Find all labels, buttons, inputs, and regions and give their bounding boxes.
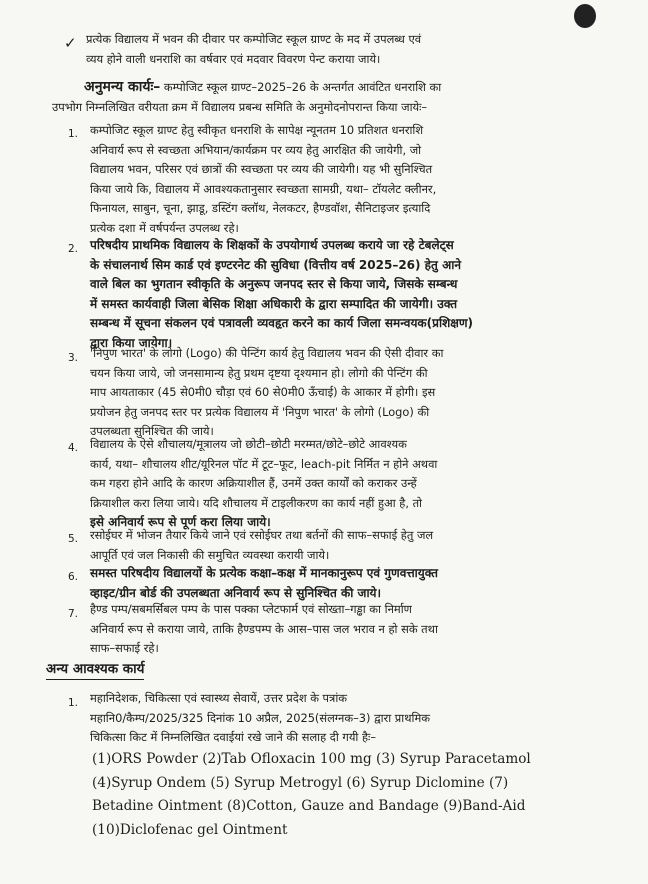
medicine-line: (4)Syrup Ondem (5) Syrup Metrogyl (6) Syrup Diclomine (7) xyxy=(92,774,509,791)
list-item-6 xyxy=(90,564,580,603)
item-line: अनिवार्य रूप से कराया जाये, ताकि हैण्डपम्प के आस–पास जल भराव न हो सके तथा xyxy=(90,621,438,636)
item-line: हैण्ड पम्प/सबमर्सिबल पम्प के पास पक्का प्लेटफार्म एवं सोख्ता–गड्ढा का निर्माण xyxy=(90,602,412,616)
item-line: विद्यालय के ऐसे शौचालय/मूत्रालय जो छोटी–छोटी मरम्मत/छोटे–छोटे आवश्यक xyxy=(90,437,407,451)
item-line: द्वारा किया जायेगा। xyxy=(90,335,173,350)
item-line: फिनायल, साबुन, चूना, झाडू, डस्टिंग क्लॉथ, नेलकटर, हैण्डवॉश, सैनिटाइजर इत्यादि xyxy=(90,201,431,216)
item-line: कार्य, यथा– शौचालय शीट/यूरिनल पॉट में टूट–फूट, leach-pit निर्मित न होने अथवा xyxy=(90,456,438,471)
list-item-3 xyxy=(90,344,580,442)
item-line: में समस्त कार्यवाही जिला बेसिक शिक्षा अधिकारी के द्वारा सम्पादित की जायेगी। उक्त xyxy=(90,296,458,311)
check-mark-icon: ✓ xyxy=(64,34,77,52)
list-item-7 xyxy=(90,600,580,659)
item-line: आपूर्ति एवं जल निकासी की समुचित व्यवस्था करायी जाये। xyxy=(90,547,330,562)
item-number: 1. xyxy=(68,697,79,709)
item-line: माप आयताकार (45 से0मी0 चौड़ा एवं 60 से0मी0 ऊँचाई) के आकार में होगी। इस xyxy=(90,385,436,400)
intro-line: प्रत्येक विद्यालय में भवन की दीवार पर कम्पोजिट स्कूल ग्राण्ट के मद में उपलब्ध एवं xyxy=(86,32,422,46)
item-line: रसोईघर में भोजन तैयार किये जाने एवं रसोईघर तथा बर्तनों की साफ–सफाई हेतु जल xyxy=(90,528,434,542)
other-item-1 xyxy=(90,689,580,748)
item-number: 6. xyxy=(68,571,79,583)
intro-paragraph xyxy=(86,30,576,69)
item-line: कम गहरा होने आदि के कारण अक्रियाशील हैं, उनमें उक्त कार्यों को कराकर उन्हें xyxy=(90,476,417,491)
medicine-line: Betadine Ointment (8)Cotton, Gauze and Bandage (9)Band-Aid xyxy=(92,798,526,814)
item-number: 3. xyxy=(68,352,79,364)
item-line: महानि0/कैम्प/2025/325 दिनांक 10 अप्रैल, 2025(संलग्नक–3) द्वारा प्राथमिक xyxy=(90,710,431,725)
item-line: 'निपुण भारत' के लोगो (Logo) की पेन्टिंग कार्य हेतु विद्यालय भवन की ऐसी दीवार का xyxy=(90,346,444,360)
item-line: विद्यालय भवन, परिसर एवं छात्रों की स्वच्छता पर व्यय की जायेगी। यह भी सुनिश्चित xyxy=(90,162,433,177)
item-line: परिषदीय प्राथमिक विद्यालय के शिक्षकों के उपयोगार्थ उपलब्ध कराये जा रहे टेबलेट्स xyxy=(90,238,454,252)
anumanya-title: अनुमन्य कार्यः– xyxy=(84,79,161,95)
anumanya-continuation: उपभोग निम्नलिखित वरीयता क्रम में विद्यालय प्रबन्ध समिति के अनुमोदनोपरान्त किया जायेः– xyxy=(52,100,428,114)
item-line: प्रयोजन हेतु जनपद स्तर पर प्रत्येक विद्यालय में 'निपुण भारत' के लोगो (Logo) की xyxy=(90,404,430,419)
item-line: वाले बिल का भुगतान स्वीकृति के अनुरूप जनपद स्तर से किया जाये, जिसके सम्बन्ध xyxy=(90,277,458,292)
anumanya-heading-line xyxy=(84,78,584,98)
item-line: उपलब्धता सुनिश्चित की जाये। xyxy=(90,424,214,439)
item-line: कम्पोजिट स्कूल ग्राण्ट हेतु स्वीकृत धनराशि के सापेक्ष न्यूनतम 10 प्रतिशत धनराशि xyxy=(90,123,424,137)
item-line: चिकित्सा किट में निम्नलिखित दवाईयां रखे जाने की सलाह दी गयी हैः– xyxy=(90,730,377,745)
other-section-heading: अन्य आवश्यक कार्य xyxy=(46,660,144,680)
intro-line: व्यय होने वाली धनराशि का वर्षवार एवं मदवार विवरण पेन्ट कराया जाये। xyxy=(86,51,381,66)
item-line: प्रत्येक दशा में वर्षपर्यन्त उपलब्ध रहे। xyxy=(90,220,239,235)
medicine-line: (1)ORS Powder (2)Tab Ofloxacin 100 mg (3) Syrup Paracetamol xyxy=(92,751,531,767)
item-line: सम्बन्ध में सूचना संकलन एवं पत्रावली व्यवहृत करने का कार्य जिला समन्वयक(प्रशिक्षण) xyxy=(90,316,473,331)
list-item-2 xyxy=(90,236,580,354)
item-line: क्रियाशील करा लिया जाये। यदि शौचालय में टाइलीकरण का कार्य नहीं हुआ है, तो xyxy=(90,495,423,510)
item-line: समस्त परिषदीय विद्यालयों के प्रत्येक कक्षा–कक्ष में मानकानुरूप एवं गुणवत्तायुक्त xyxy=(90,566,438,580)
item-line: किया जाये कि, विद्यालय में आवश्यकतानुसार स्वच्छता सामग्री, यथा– टॉयलेट क्लीनर, xyxy=(90,181,437,196)
list-item-4 xyxy=(90,435,580,533)
item-number: 1. xyxy=(68,128,79,140)
item-number: 4. xyxy=(68,442,79,454)
medicine-list xyxy=(92,748,582,842)
medicine-line: (10)Diclofenac gel Ointment xyxy=(92,821,288,838)
anumanya-lead: कम्पोजिट स्कूल ग्राण्ट–2025–26 के अन्तर्गत आवंटित धनराशि का xyxy=(163,80,442,94)
item-line: महानिदेशक, चिकित्सा एवं स्वास्थ्य सेवायें, उत्तर प्रदेश के पत्रांक xyxy=(90,691,348,705)
item-number: 2. xyxy=(68,243,79,255)
item-line: साफ–सफाई रहे। xyxy=(90,641,159,656)
item-line-bold: इसे अनिवार्य रूप से पूर्ण करा लिया जाये। xyxy=(90,515,271,530)
item-line: अनिवार्य रूप से स्वच्छता अभियान/कार्यक्रम पर व्यय हेतु आरक्षित की जायेगी, जो xyxy=(90,142,422,157)
list-item-1 xyxy=(90,121,580,239)
item-number: 7. xyxy=(68,608,79,620)
item-line: के संचालनार्थ सिम कार्ड एवं इण्टरनेट की सुविधा (वित्तीय वर्ष 2025–26) हेतु आने xyxy=(90,257,461,272)
item-number: 5. xyxy=(68,533,79,545)
item-line: चयन किया जाये, जो जनसामान्य हेतु प्रथम दृष्टया दृश्यमान हो। लोगो की पेन्टिंग की xyxy=(90,365,428,380)
punch-hole-mark xyxy=(574,4,596,28)
item-line: व्हाइट/ग्रीन बोर्ड की उपलब्धता अनिवार्य रूप से सुनिश्चित की जाये। xyxy=(90,585,382,600)
list-item-5 xyxy=(90,526,580,565)
